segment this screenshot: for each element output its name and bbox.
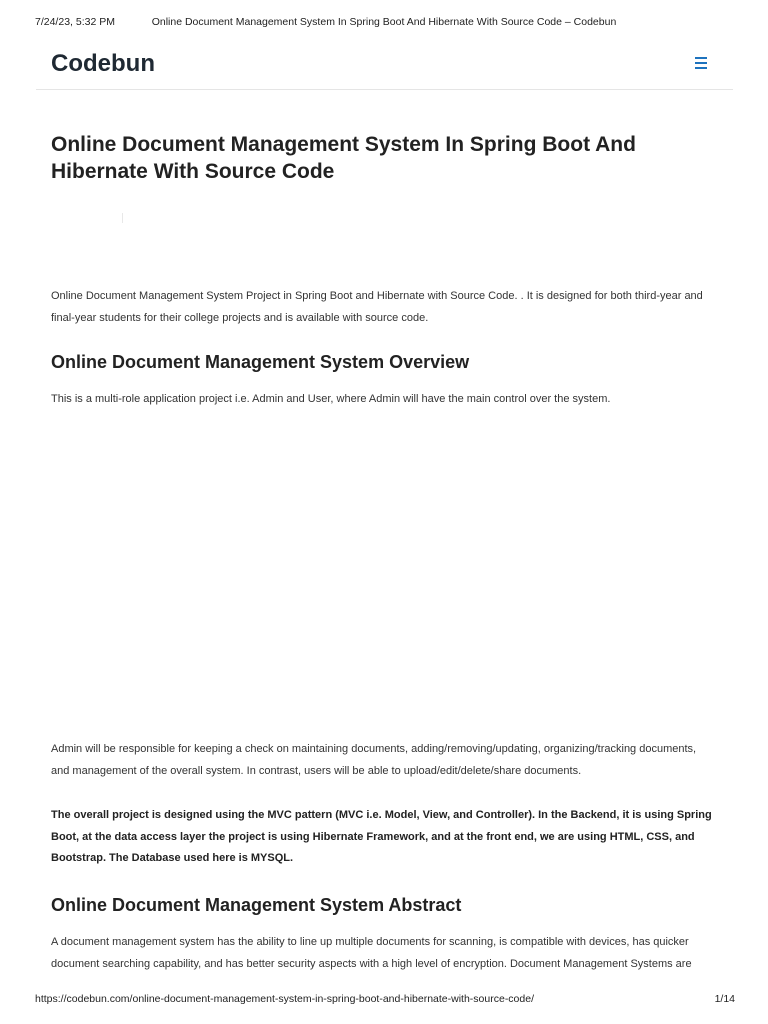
abstract-heading: Online Document Management System Abstract	[51, 895, 462, 915]
print-document-title: Online Document Management System In Spring Boot And Hibernate With Source Code – Codebun	[151, 16, 617, 28]
menu-bar	[695, 62, 707, 64]
page-number: 1/14	[714, 993, 735, 1005]
meta-divider	[122, 213, 123, 223]
hamburger-menu-icon[interactable]	[695, 55, 711, 71]
admin-paragraph: Admin will be responsible for keeping a check on maintaining documents, adding/removing/updating, organizing/tracking documents, and management of the overall system. In contrast, users will be able to upload/edit/delete/share documents.	[51, 743, 697, 777]
abstract-paragraph: A document management system has the ability to line up multiple documents for scanning, is compatible with devices, has quicker document searching capability, and has better security aspects with a high level of encryption. Document Management Systems are	[51, 936, 692, 970]
overview-paragraph: This is a multi-role application project i.e. Admin and User, where Admin will have the main control over the system.	[51, 393, 611, 405]
article-title: Online Document Management System In Spring Boot And Hibernate With Source Code	[51, 133, 636, 183]
site-logo[interactable]: Codebun	[51, 50, 155, 77]
overview-heading: Online Document Management System Overview	[51, 352, 470, 372]
print-datetime: 7/24/23, 5:32 PM	[35, 16, 115, 28]
print-url: https://codebun.com/online-document-management-system-in-spring-boot-and-hibernate-with-source-code/	[35, 993, 534, 1005]
mvc-paragraph: The overall project is designed using the MVC pattern (MVC i.e. Model, View, and Controller). In the Backend, it is using Spring Boot, at the data access layer the project is using Hibernate Framework, and at the front end, we are using HTML, CSS, and Bootstrap. The Database used here is MYSQL.	[51, 809, 712, 864]
menu-bar	[695, 57, 707, 59]
menu-bar	[695, 67, 707, 69]
intro-paragraph: Online Document Management System Project in Spring Boot and Hibernate with Source Code. . It is designed for both third-year and final-year students for their college projects and is available with source code.	[51, 290, 703, 324]
site-header	[36, 40, 733, 90]
